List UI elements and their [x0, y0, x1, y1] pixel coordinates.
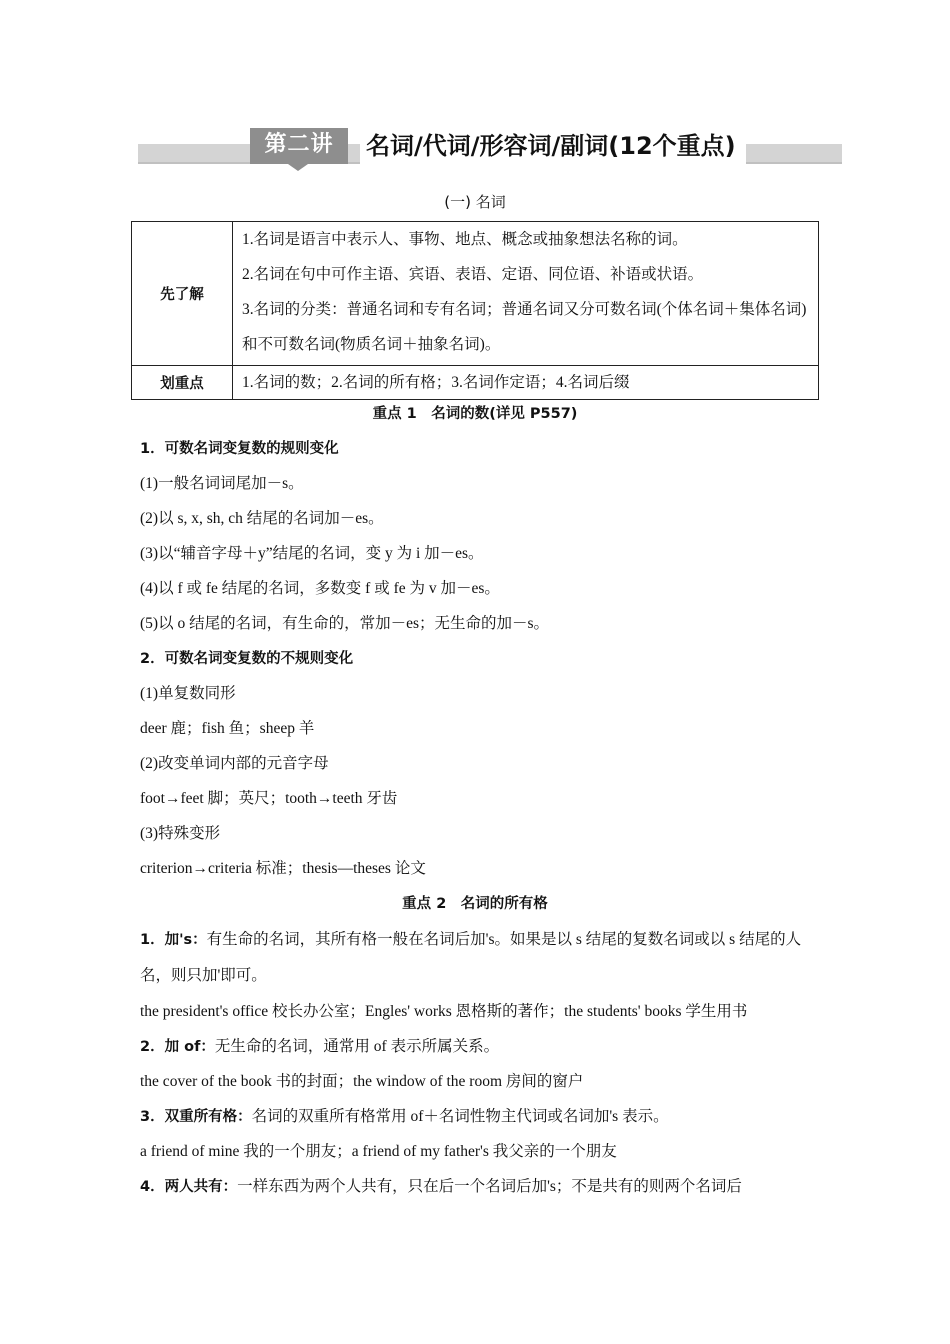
possessive-rule-2: 2．加 of：无生命的名词，通常用 of 表示所属关系。: [140, 1038, 500, 1055]
overview-row-focus: [132, 366, 819, 400]
overview-line: 2.名词在句中可作主语、宾语、表语、定语、同位语、补语或状语。: [242, 266, 704, 283]
overview-line: 1.名词的数；2.名词的所有格；3.名词作定语；4.名词后缀: [242, 374, 630, 391]
possessive-example-3: a friend of mine 我的一个朋友；a friend of my father's 我父亲的一个朋友: [140, 1143, 617, 1160]
rule-item: (4)以 f 或 fe 结尾的名词，多数变 f 或 fe 为 v 加－es。: [140, 580, 500, 597]
point2-heading: 重点 2 名词的所有格: [402, 896, 548, 912]
overview-line: 3.名词的分类：普通名词和专有名词；普通名词又分可数名词(个体名词＋集体名词)和不可数名词(物质名词＋抽象名词)。: [242, 301, 807, 353]
rule-item: (3)以“辅音字母＋y”结尾的名词，变 y 为 i 加－es。: [140, 545, 484, 562]
chapter-banner: [138, 128, 842, 172]
point1-sub2: 2．可数名词变复数的不规则变化: [140, 651, 354, 667]
possessive-example-1: the president's office 校长办公室；Engles' works 恩格斯的著作；the students' books 学生用书: [140, 1003, 748, 1020]
rule-item: (2)以 s, x, sh, ch 结尾的名词加－es。: [140, 510, 384, 527]
rule-item: (1)一般名词词尾加－s。: [140, 475, 304, 492]
irregular-example: foot→feet 脚；英尺；tooth→teeth 牙齿: [140, 790, 398, 807]
possessive-rule-3: 3．双重所有格：名词的双重所有格常用 of＋名词性物主代词或名词加's 表示。: [140, 1108, 669, 1125]
chapter-tag: 第二讲: [250, 128, 348, 164]
chapter-tag-pointer: [288, 164, 308, 171]
possessive-example-2: the cover of the book 书的封面；the window of the room 房间的窗户: [140, 1073, 584, 1090]
possessive-rule-4: 4．两人共有：一样东西为两个人共有，只在后一个名词后加's；不是共有的则两个名词后: [140, 1178, 742, 1195]
possessive-rule-1: 1．加's：有生命的名词，其所有格一般在名词后加's。如果是以 s 结尾的复数名词或以 s 结尾的人名，则只加'即可。: [140, 931, 802, 984]
overview-head-intro: 先了解: [132, 222, 233, 366]
irregular-title: (1)单复数同形: [140, 685, 236, 702]
overview-content-intro: [233, 222, 819, 366]
irregular-example: criterion→criteria 标准；thesis—theses 论文: [140, 860, 426, 877]
rule-item: (5)以 o 结尾的名词，有生命的，常加－es；无生命的加－s。: [140, 615, 550, 632]
overview-row-intro: [132, 222, 819, 366]
chapter-title: 名词/代词/形容词/副词(12个重点): [360, 128, 746, 168]
overview-content-focus: [233, 366, 819, 400]
irregular-title: (2)改变单词内部的元音字母: [140, 755, 329, 772]
overview-table: [131, 221, 819, 400]
point1-heading: 重点 1 名词的数(详见 P557): [372, 406, 578, 422]
point1-sub1: 1．可数名词变复数的规则变化: [140, 441, 339, 457]
irregular-example: deer 鹿；fish 鱼；sheep 羊: [140, 720, 315, 737]
irregular-title: (3)特殊变形: [140, 825, 221, 842]
section-title: (一) 名词: [444, 193, 506, 211]
overview-head-focus: 划重点: [132, 366, 233, 400]
overview-line: 1.名词是语言中表示人、事物、地点、概念或抽象想法名称的词。: [242, 231, 688, 248]
